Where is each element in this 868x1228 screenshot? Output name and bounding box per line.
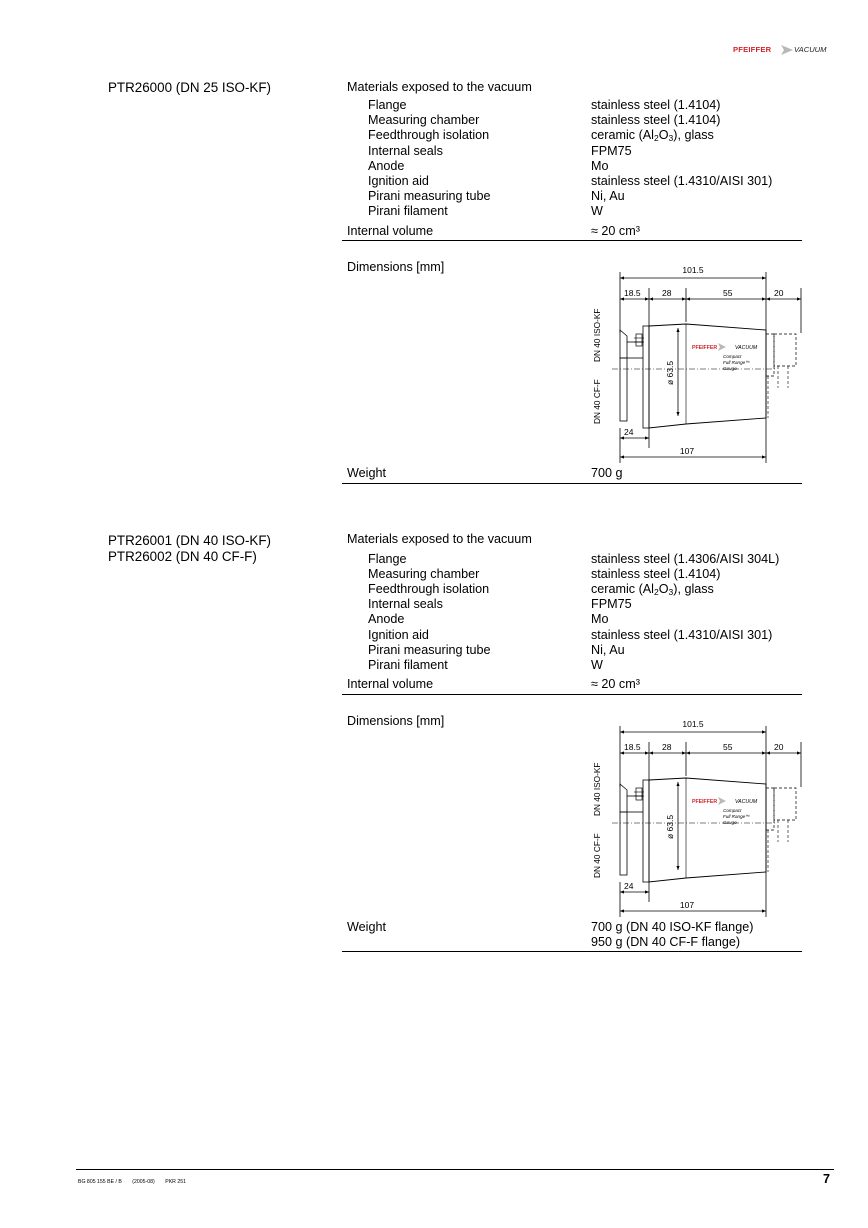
dimension-arrow [762, 909, 766, 912]
housing-text-gauge: Gauge [723, 366, 737, 371]
housing-brand-text: PFEIFFER [692, 799, 718, 805]
weight-label: Weight [347, 920, 386, 934]
material-label: Pirani filament [368, 204, 448, 218]
footer-info [78, 1179, 195, 1185]
model-name: PTR26000 (DN 25 ISO-KF) [108, 80, 271, 95]
material-value: FPM75 [591, 597, 632, 611]
model-name: PTR26002 (DN 40 CF-F) [108, 549, 257, 564]
material-label: Internal seals [368, 144, 443, 158]
dimension-d-label: 20 [774, 742, 784, 752]
housing-brand-text: PFEIFFER [692, 345, 718, 351]
dimension-arrow [686, 297, 690, 300]
dimension-arrow [762, 276, 766, 279]
gauge-drawing-svg [590, 258, 815, 463]
material-label: Feedthrough isolation [368, 128, 490, 142]
dimension-overall-label: 107 [679, 900, 695, 910]
pfeiffer-vacuum-logo [733, 44, 833, 58]
material-value: stainless steel (1.4104) [591, 98, 721, 112]
dimension-b-label: 28 [662, 288, 672, 298]
material-value: Mo [591, 159, 609, 173]
dimension-c-label: 55 [723, 288, 733, 298]
material-value: ceramic $(Al_2O_3)$, glass [591, 128, 714, 143]
flange-kf-label: DN 40 ISO-KF [592, 308, 602, 362]
material-value: stainless steel (1.4104) [591, 113, 721, 127]
material-label: Flange [368, 98, 407, 112]
weight-value: 950 g (DN 40 CF-F flange) [591, 935, 741, 949]
dimension-arrow [762, 455, 766, 458]
connector-body [766, 334, 774, 376]
gauge-dimension-drawing [590, 258, 815, 463]
dimension-overall-label: 107 [679, 446, 695, 456]
page-number: 7 [823, 1172, 831, 1186]
dimension-arrow [620, 730, 624, 733]
flange-kf-profile [620, 784, 627, 812]
material-value: Ni, Au [591, 643, 625, 657]
divider [342, 951, 802, 952]
internal-volume-value: ≈ 20 cm³ [591, 677, 640, 691]
housing-logo-arrow-icon [718, 343, 726, 351]
materials-heading: Materials exposed to the vacuum [347, 532, 532, 546]
logo-arrow-icon [781, 44, 793, 56]
logo-suffix: VACUUM [794, 45, 827, 54]
gauge-drawing-svg [590, 712, 815, 917]
coupler-nut [636, 334, 642, 346]
material-value: stainless steel (1.4306/AISI 304L) [591, 552, 780, 566]
material-value: FPM75 [591, 144, 632, 158]
dimension-arrow [762, 730, 766, 733]
dimension-arrow [645, 890, 649, 893]
dimension-arrow [762, 297, 766, 300]
weight-value: 700 g (DN 40 ISO-KF flange) [591, 920, 754, 934]
housing-logo-arrow-icon [718, 797, 726, 805]
dimension-arrow [676, 328, 679, 332]
material-value: W [591, 658, 603, 672]
dimension-d-label: 20 [774, 288, 784, 298]
material-value: Mo [591, 612, 609, 626]
dimension-a-label: 18.5 [624, 742, 641, 752]
housing-text-gauge: Gauge [723, 820, 737, 825]
dimension-total-label: 101.5 [682, 719, 704, 729]
dimension-arrow [649, 297, 653, 300]
dimension-arrow [686, 751, 690, 754]
dimension-arrow [762, 751, 766, 754]
internal-volume-label: Internal volume [347, 224, 434, 238]
model-name: PTR26001 (DN 40 ISO-KF) [108, 533, 271, 548]
logo-brand: PFEIFFER [733, 45, 772, 54]
dimension-arrow [797, 297, 801, 300]
housing-text-full-range: Full Range™ [723, 360, 750, 365]
divider [342, 240, 802, 241]
dimension-arrow [645, 436, 649, 439]
material-label: Ignition aid [368, 628, 429, 642]
dimension-arrow [620, 455, 624, 458]
connector-plug [774, 788, 796, 820]
footer-rule [76, 1169, 834, 1170]
dimension-arrow [645, 297, 649, 300]
material-value: stainless steel (1.4310/AISI 301) [591, 174, 773, 188]
dimension-arrow [682, 297, 686, 300]
material-value: Ni, Au [591, 189, 625, 203]
flange-cf-label: DN 40 CF-F [592, 379, 602, 424]
material-label: Pirani measuring tube [368, 643, 491, 657]
material-label: Feedthrough isolation [368, 582, 490, 596]
housing-text-compact: Compact [723, 808, 742, 813]
housing-text-full-range: Full Range™ [723, 814, 750, 819]
materials-heading: Materials exposed to the vacuum [347, 80, 532, 94]
footer-product: PKR 251 [165, 1179, 187, 1185]
coupler-nut [636, 788, 642, 800]
dimension-b-label: 28 [662, 742, 672, 752]
adapter-ring [643, 780, 649, 882]
diameter-label: ø 63.5 [665, 814, 675, 839]
dimensions-label: Dimensions [mm] [347, 714, 445, 728]
flange-kf-label: DN 40 ISO-KF [592, 762, 602, 816]
material-label: Anode [368, 612, 405, 626]
flange-cf-label: DN 40 CF-F [592, 833, 602, 878]
divider [342, 483, 802, 484]
material-label: Pirani filament [368, 658, 448, 672]
divider [342, 694, 802, 695]
dimensions-label: Dimensions [mm] [347, 260, 445, 274]
footer-date: (2005-08) [132, 1179, 155, 1185]
material-label: Flange [368, 552, 407, 566]
dimension-a-label: 18.5 [624, 288, 641, 298]
dimension-arrow [766, 751, 770, 754]
dimension-arrow [676, 782, 679, 786]
dimension-flange-label: 24 [624, 427, 634, 437]
material-value: W [591, 204, 603, 218]
diameter-label: ø 63.5 [665, 360, 675, 385]
dimension-arrow [645, 751, 649, 754]
dimension-arrow [676, 412, 679, 416]
connector-body [766, 788, 774, 830]
dimension-c-label: 55 [723, 742, 733, 752]
weight-label: Weight [347, 466, 386, 480]
dimension-arrow [620, 276, 624, 279]
internal-volume-label: Internal volume [347, 677, 434, 691]
dimension-flange-label: 24 [624, 881, 634, 891]
flange-kf-profile [620, 330, 627, 358]
housing-text-compact: Compact [723, 354, 742, 359]
housing-vacuum-text: VACUUM [735, 345, 758, 351]
weight-value: 700 g [591, 466, 623, 480]
material-label: Measuring chamber [368, 113, 480, 127]
footer-doc-number: BG 805 155 BE / B [78, 1179, 122, 1185]
adapter-ring [643, 326, 649, 428]
internal-volume-value: ≈ 20 cm³ [591, 224, 640, 238]
material-value: stainless steel (1.4310/AISI 301) [591, 628, 773, 642]
connector-plug [774, 334, 796, 366]
material-label: Ignition aid [368, 174, 429, 188]
flange-plate [620, 358, 627, 421]
dimension-arrow [620, 909, 624, 912]
housing-vacuum-text: VACUUM [735, 799, 758, 805]
material-label: Pirani measuring tube [368, 189, 491, 203]
gauge-dimension-drawing [590, 712, 815, 917]
material-label: Measuring chamber [368, 567, 480, 581]
dimension-arrow [676, 866, 679, 870]
material-label: Internal seals [368, 597, 443, 611]
dimension-arrow [766, 297, 770, 300]
material-label: Anode [368, 159, 405, 173]
flange-plate [620, 812, 627, 875]
material-value: ceramic $(Al_2O_3)$, glass [591, 582, 714, 597]
dimension-arrow [649, 751, 653, 754]
dimension-total-label: 101.5 [682, 265, 704, 275]
material-value: stainless steel (1.4104) [591, 567, 721, 581]
dimension-arrow [797, 751, 801, 754]
dimension-arrow [682, 751, 686, 754]
